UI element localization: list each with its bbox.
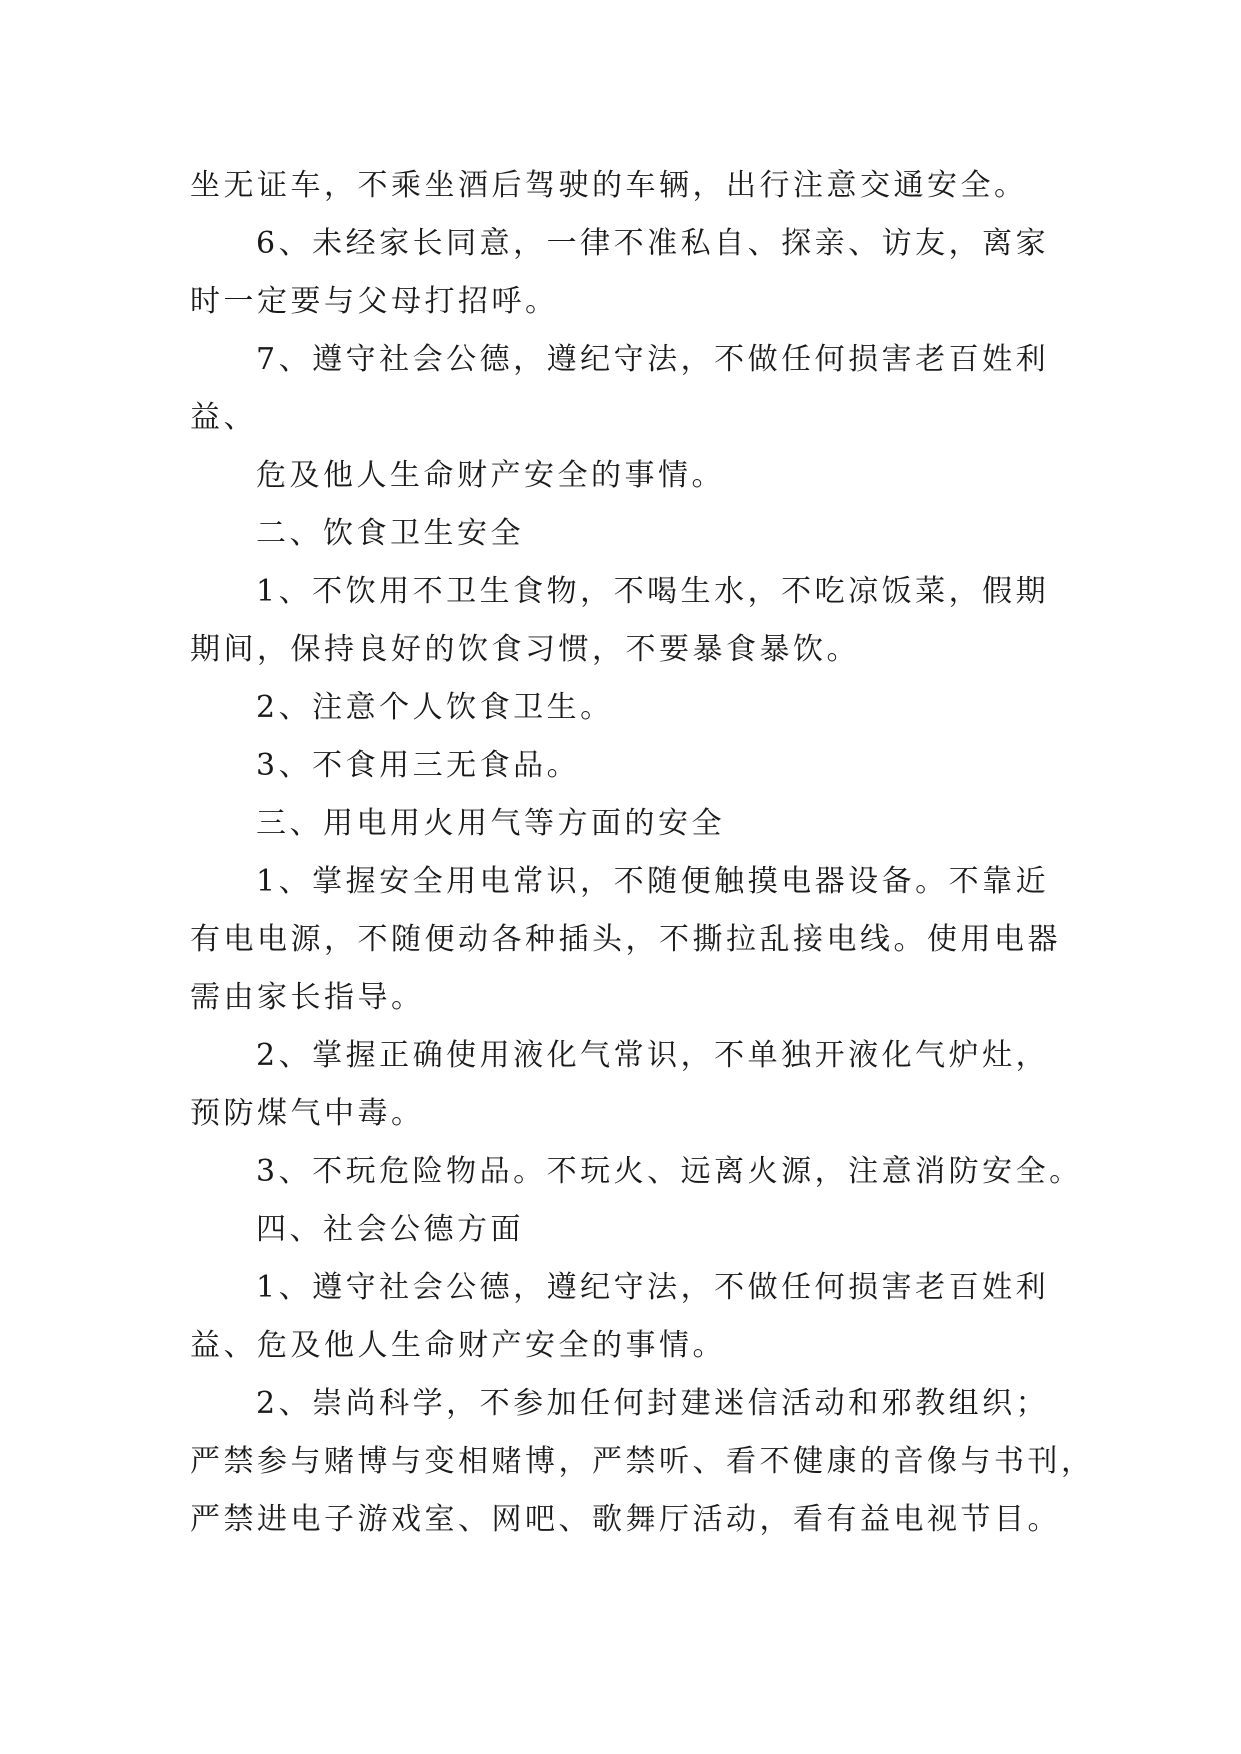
text-line-13: 1、掌握安全用电常识，不随便触摸电器设备。不靠近 xyxy=(256,864,1050,899)
text-line-18: 3、不玩危险物品。不玩火、远离火源，注意消防安全。 xyxy=(256,1154,1083,1189)
text-line-2: 6、未经家长同意，一律不准私自、探亲、访友，离家 xyxy=(256,226,1050,261)
text-line-3: 时一定要与父母打招呼。 xyxy=(190,284,559,319)
text-line-22: 2、崇尚科学，不参加任何封建迷信活动和邪教组织； xyxy=(256,1386,1050,1421)
text-line-24: 严禁进电子游戏室、网吧、歌舞厅活动，看有益电视节目。 xyxy=(190,1502,1061,1537)
section-heading-utility-safety: 三、用电用火用气等方面的安全 xyxy=(256,806,725,841)
text-line-21: 益、危及他人生命财产安全的事情。 xyxy=(190,1328,726,1363)
text-line-11: 3、不食用三无食品。 xyxy=(256,748,581,783)
text-line-9: 期间，保持良好的饮食习惯，不要暴食暴饮。 xyxy=(190,632,860,667)
text-line-5: 益、 xyxy=(190,400,257,435)
text-line-6: 危及他人生命财产安全的事情。 xyxy=(256,458,725,493)
text-line-17: 预防煤气中毒。 xyxy=(190,1096,425,1131)
section-heading-social-ethics: 四、社会公德方面 xyxy=(256,1212,524,1247)
text-line-16: 2、掌握正确使用液化气常识，不单独开液化气炉灶， xyxy=(256,1038,1050,1073)
text-line-15: 需由家长指导。 xyxy=(190,980,425,1015)
text-line-20: 1、遵守社会公德，遵纪守法，不做任何损害老百姓利 xyxy=(256,1270,1050,1305)
section-heading-food-safety: 二、饮食卫生安全 xyxy=(256,516,524,551)
document-body xyxy=(190,157,1095,1549)
text-line-8: 1、不饮用不卫生食物，不喝生水，不吃凉饭菜，假期 xyxy=(256,574,1050,609)
text-line-1: 坐无证车，不乘坐酒后驾驶的车辆，出行注意交通安全。 xyxy=(190,168,1028,203)
text-line-14: 有电电源，不随便动各种插头，不撕拉乱接电线。使用电器 xyxy=(190,922,1061,957)
text-line-23: 严禁参与赌博与变相赌博，严禁听、看不健康的音像与书刊， xyxy=(190,1444,1095,1479)
text-line-10: 2、注意个人饮食卫生。 xyxy=(256,690,614,725)
text-line-4: 7、遵守社会公德，遵纪守法，不做任何损害老百姓利 xyxy=(256,342,1050,377)
